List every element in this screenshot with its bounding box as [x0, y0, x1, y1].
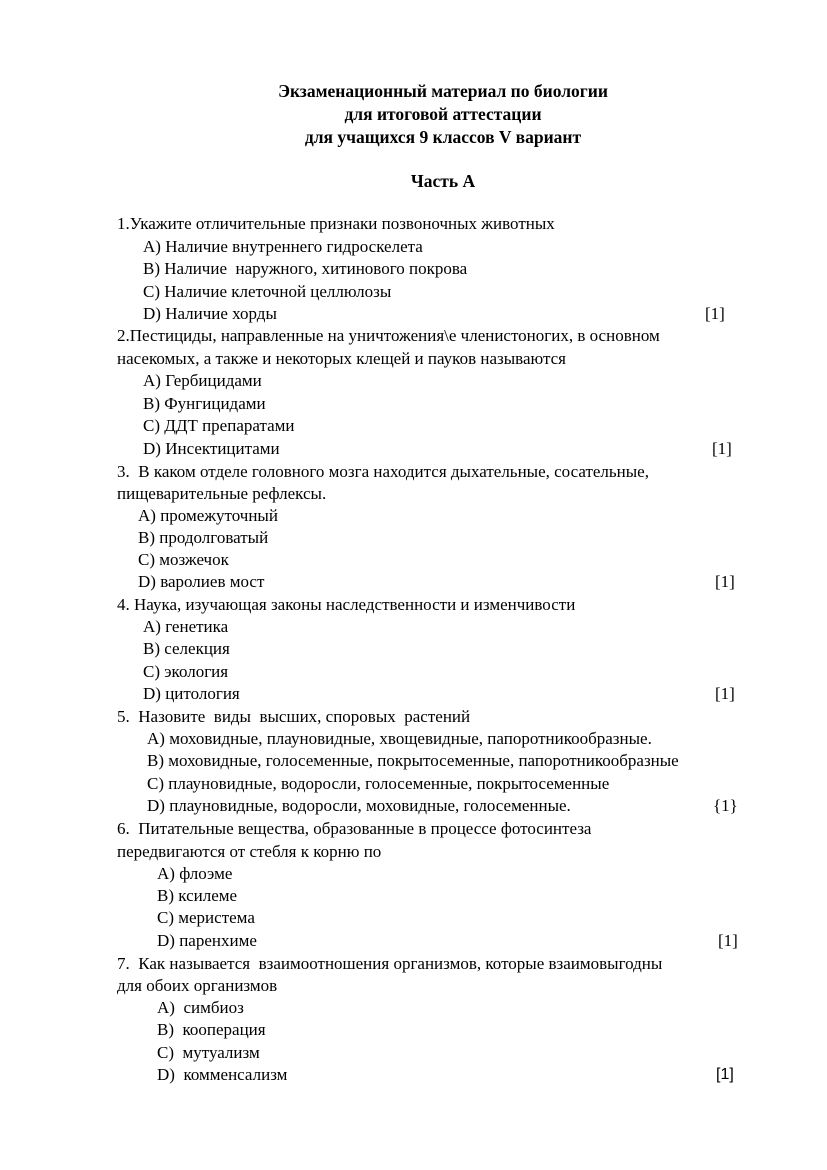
answer-option-c: C) мозжечок — [138, 550, 229, 569]
question-text: 4. Наука, изучающая законы наследственности и изменчивости — [117, 595, 576, 614]
question-text: 2.Пестициды, направленные на уничтожения\е членистоногих, в основном — [117, 326, 660, 345]
question-text: 5. Назовите виды высших, споровых растений — [117, 707, 471, 726]
document-title-line-1: Экзаменационный материал по биологии — [278, 81, 608, 101]
answer-option-b: B) селекция — [143, 639, 230, 658]
answer-option-c: C) мутуализм — [157, 1043, 260, 1062]
answer-option-c: C) Наличие клеточной целлюлозы — [143, 282, 392, 301]
score-marker: [1] — [715, 572, 735, 591]
answer-option-c: C) меристема — [157, 908, 255, 927]
document-title-line-3: для учащихся 9 классов V вариант — [304, 127, 582, 147]
score-marker: [1] — [716, 1066, 734, 1083]
answer-option-b: B) моховидные, голосеменные, покрытосеменные, папоротникообразные — [147, 751, 679, 770]
answer-option-a: A) моховидные, плауновидные, хвощевидные, папоротникообразные. — [147, 729, 652, 748]
score-marker: [1] — [705, 304, 725, 323]
answer-option-b: B) продолговатый — [138, 528, 269, 547]
answer-option-d: D) Наличие хорды — [143, 304, 277, 323]
answer-option-a: A) промежуточный — [138, 506, 278, 525]
answer-option-a: A) генетика — [143, 617, 229, 636]
answer-option-b: B) Фунгицидами — [143, 394, 266, 413]
answer-option-c: C) ДДТ препаратами — [143, 416, 295, 435]
answer-option-c: C) экология — [143, 662, 229, 681]
answer-option-b: B) Наличие наружного, хитинового покрова — [143, 259, 468, 278]
part-heading: Часть А — [410, 171, 476, 191]
answer-option-a: A) симбиоз — [157, 998, 244, 1017]
question-text: 7. Как называется взаимоотношения организмов, которые взаимовыгодны — [117, 954, 663, 973]
document-title-line-2: для итоговой аттестации — [344, 104, 542, 124]
question-text-continued: для обоих организмов — [117, 976, 278, 995]
answer-option-d: D) паренхиме — [157, 931, 257, 950]
answer-option-a: A) флоэме — [157, 864, 233, 883]
answer-option-d: D) цитология — [143, 684, 240, 703]
answer-option-b: B) кооперация — [157, 1020, 266, 1039]
question-text-continued: пищеварительные рефлексы. — [117, 484, 327, 503]
question-text: 3. В каком отделе головного мозга находится дыхательные, сосательные, — [117, 462, 649, 481]
question-text-continued: насекомых, а также и некоторых клещей и пауков называются — [117, 349, 566, 368]
score-marker: {1} — [713, 796, 738, 815]
score-marker: [1] — [712, 439, 732, 458]
answer-option-a: A) Гербицидами — [143, 371, 262, 390]
answer-option-d: D) Инсектицитами — [143, 439, 280, 458]
score-marker: [1] — [715, 684, 735, 703]
answer-option-d: D) варолиев мост — [138, 572, 265, 591]
question-text-continued: передвигаются от стебля к корню по — [117, 842, 382, 861]
answer-option-d: D) плауновидные, водоросли, моховидные, голосеменные. — [147, 796, 571, 815]
question-text: 1.Укажите отличительные признаки позвоночных животных — [117, 214, 555, 233]
answer-option-a: A) Наличие внутреннего гидроскелета — [143, 237, 423, 256]
score-marker: [1] — [718, 931, 738, 950]
question-text: 6. Питательные вещества, образованные в процессе фотосинтеза — [117, 819, 592, 838]
answer-option-d: D) комменсализм — [157, 1065, 288, 1084]
answer-option-b: B) ксилеме — [157, 886, 238, 905]
answer-option-c: C) плауновидные, водоросли, голосеменные, покрытосеменные — [147, 774, 610, 793]
